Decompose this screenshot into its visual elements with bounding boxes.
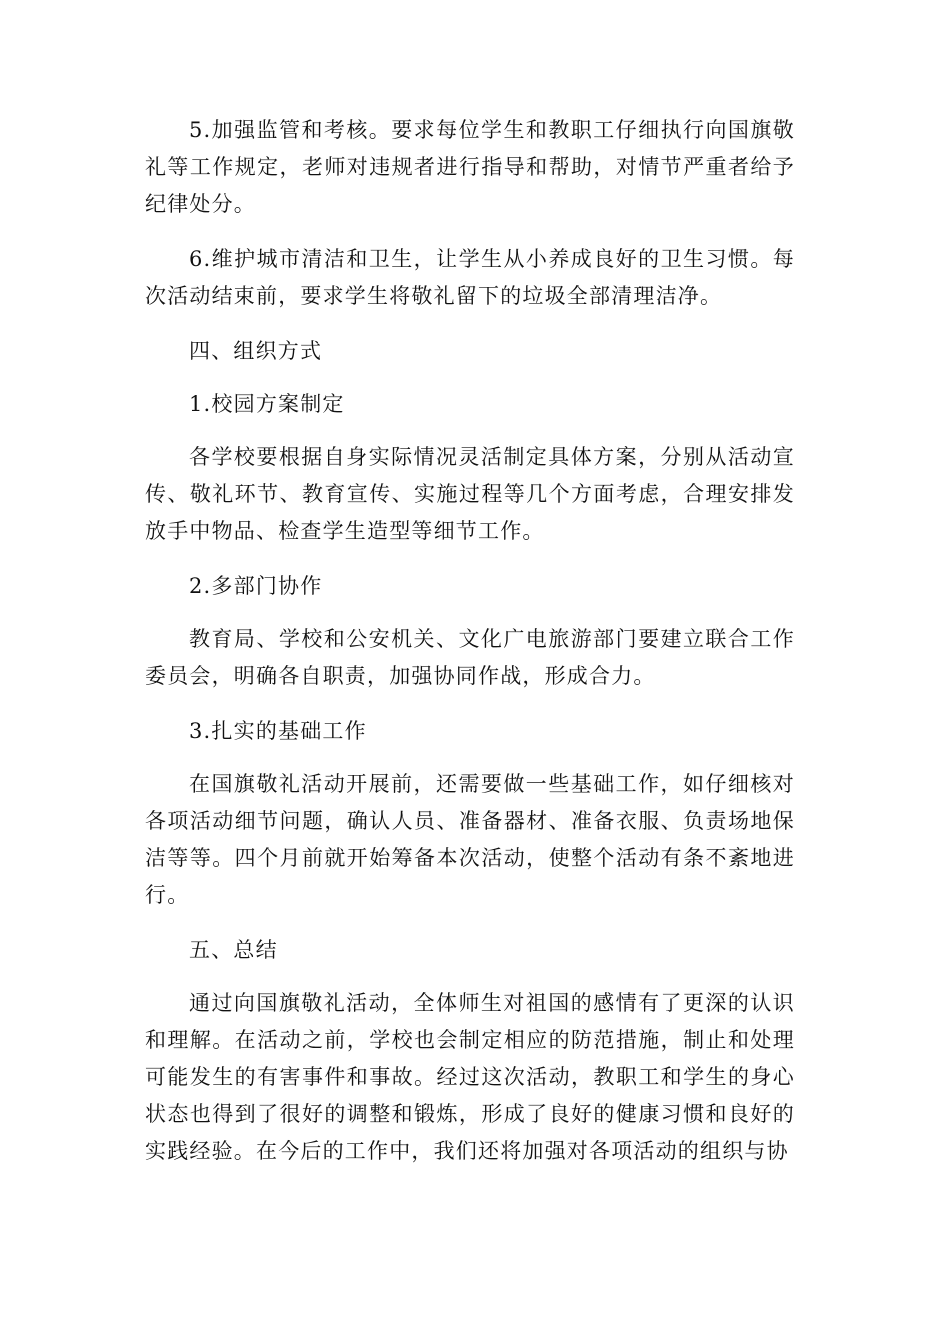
paragraph-item-6-cleanliness: 6.维护城市清洁和卫生，让学生从小养成良好的卫生习惯。每次活动结束前，要求学生将敬礼留下的垃圾全部清理洁净。 — [145, 247, 795, 308]
subheading-foundation-work: 3.扎实的基础工作 — [189, 719, 367, 743]
paragraph-item-5-supervision: 5.加强监管和考核。要求每位学生和教职工仔细执行向国旗敬礼等工作规定，老师对违规者进行指导和帮助，对情节严重者给予纪律处分。 — [145, 118, 795, 216]
document-page — [145, 112, 795, 1188]
section-heading-summary: 五、总结 — [189, 938, 278, 962]
paragraph-summary: 通过向国旗敬礼活动，全体师生对祖国的感情有了更深的认识和理解。在活动之前，学校也会制定相应的防范措施，制止和处理可能发生的有害事件和事故。经过这次活动，教职工和学生的身心状态也得到了很好的调整和锻炼，形成了良好的健康习惯和良好的实践经验。在今后的工作中，我们还将加强对各项活动的组织与协 — [145, 991, 795, 1163]
section-heading-organization: 四、组织方式 — [189, 339, 323, 363]
paragraph-campus-plan: 各学校要根据自身实际情况灵活制定具体方案，分别从活动宣传、敬礼环节、教育宣传、实施过程等几个方面考虑，合理安排发放手中物品、检查学生造型等细节工作。 — [145, 445, 795, 543]
paragraph-multi-department: 教育局、学校和公安机关、文化广电旅游部门要建立联合工作委员会，明确各自职责，加强协同作战，形成合力。 — [145, 627, 795, 688]
paragraph-foundation-work: 在国旗敬礼活动开展前，还需要做一些基础工作，如仔细核对各项活动细节问题，确认人员、准备器材、准备衣服、负责场地保洁等等。四个月前就开始筹备本次活动，使整个活动有条不紊地进行。 — [145, 772, 795, 907]
subheading-campus-plan: 1.校园方案制定 — [189, 392, 345, 416]
subheading-multi-department: 2.多部门协作 — [189, 574, 323, 598]
